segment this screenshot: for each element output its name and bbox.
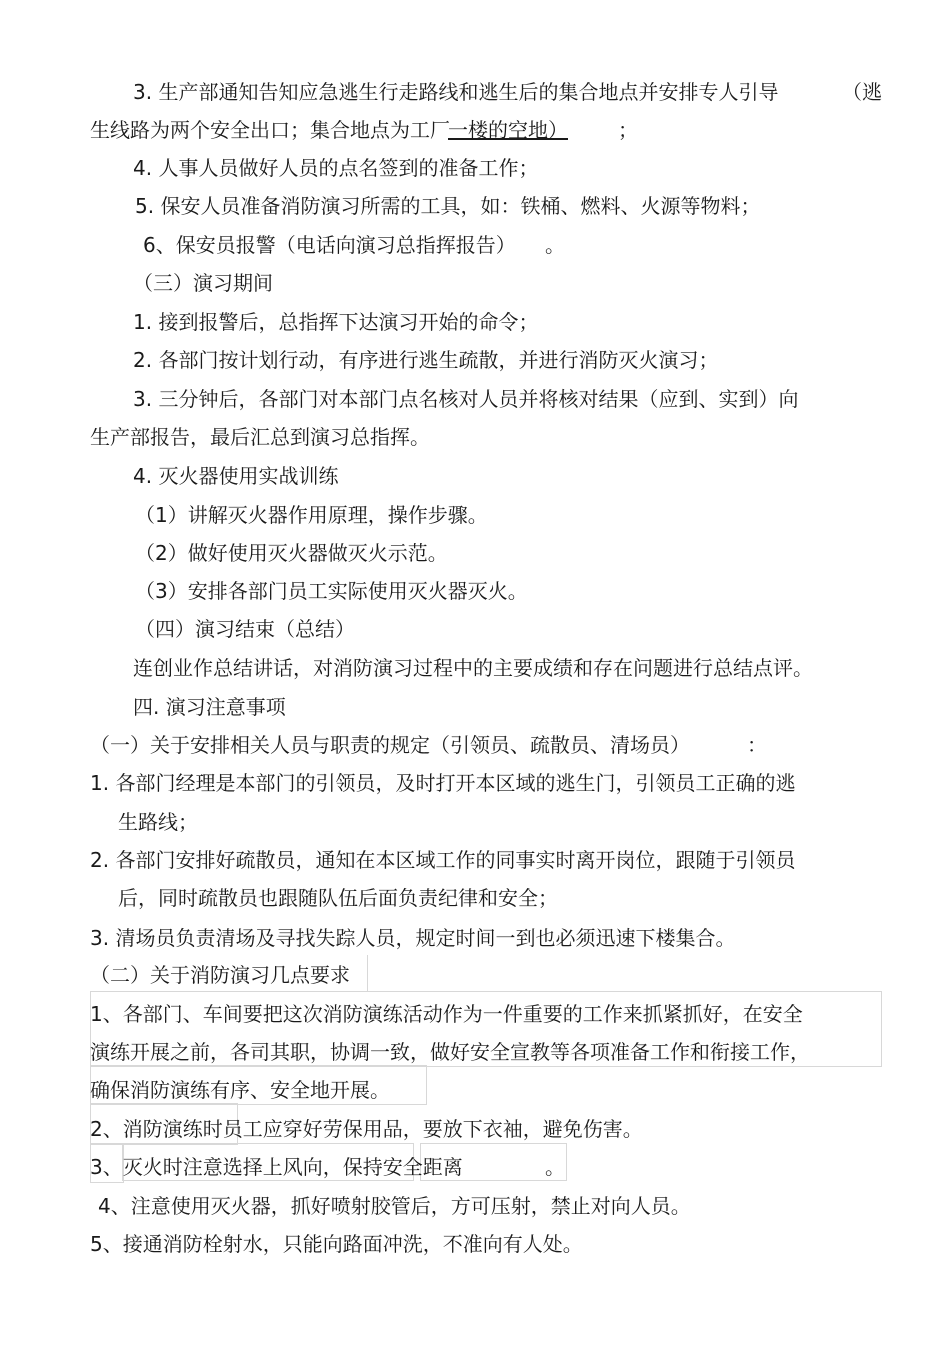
text-line: 5、接通消防栓射水，只能向路面冲洗，不准向有人处。 <box>90 1232 583 1256</box>
scan-box <box>365 955 368 991</box>
text-line: 生线路为两个安全出口；集合地点为工厂 <box>90 118 450 142</box>
text-line: 3. 生产部通知告知应急逃生行走路线和逃生后的集合地点并安排专人引导 <box>133 80 779 104</box>
text-line: 3. 三分钟后，各部门对本部门点名核对人员并将核对结果（应到、实到）向 <box>133 387 799 411</box>
text-line: 2. 各部门安排好疏散员，通知在本区域工作的同事实时离开岗位，跟随于引领员 <box>90 848 796 872</box>
text-line: 4. 人事人员做好人员的点名签到的准备工作； <box>133 156 539 180</box>
text-line: 1. 各部门经理是本部门的引领员，及时打开本区域的逃生门，引领员工正确的逃 <box>90 771 796 795</box>
section-heading: （二）关于消防演习几点要求 <box>90 963 350 987</box>
section-heading: （四）演习结束（总结） <box>135 617 355 641</box>
underlined-text: 一楼的空地） <box>448 118 568 142</box>
text-line: 连创业作总结讲话，对消防演习过程中的主要成绩和存在问题进行总结点评。 <box>133 656 813 680</box>
text-line: 确保消防演练有序、安全地开展。 <box>90 1078 390 1102</box>
text-line: （2）做好使用灭火器做灭火示范。 <box>135 541 448 565</box>
text-line: 2、消防演练时员工应穿好劳保用品，要放下衣袖，避免伤害。 <box>90 1117 643 1141</box>
text-line: 生路线； <box>118 810 198 834</box>
text-line: 4. 灭火器使用实战训练 <box>133 464 339 488</box>
text-line: ： <box>747 733 767 757</box>
text-line: （逃 <box>842 80 882 104</box>
text-line: 。 <box>545 1155 565 1179</box>
text-line: 2. 各部门按计划行动，有序进行逃生疏散，并进行消防灭火演习； <box>133 348 719 372</box>
text-line: （1）讲解灭火器作用原理，操作步骤。 <box>135 503 488 527</box>
section-heading: 四. 演习注意事项 <box>133 695 286 719</box>
text-line: 1. 接到报警后，总指挥下达演习开始的命令； <box>133 310 539 334</box>
text-line: 6、保安员报警（电话向演习总指挥报告） <box>143 233 516 257</box>
text-line: 4、注意使用灭火器，抓好喷射胶管后，方可压射，禁止对向人员。 <box>98 1194 691 1218</box>
text-line: 。 <box>545 233 565 257</box>
text-line: 演练开展之前，各司其职，协调一致，做好安全宣教等各项准备工作和衔接工作， <box>90 1040 810 1064</box>
section-heading: （三）演习期间 <box>133 271 273 295</box>
section-heading: （一）关于安排相关人员与职责的规定（引领员、疏散员、清场员） <box>90 733 690 757</box>
text-line: 3. 清场员负责清场及寻找失踪人员，规定时间一到也必须迅速下楼集合。 <box>90 926 736 950</box>
text-line: 后，同时疏散员也跟随队伍后面负责纪律和安全； <box>118 886 558 910</box>
text-line: （3）安排各部门员工实际使用灭火器灭火。 <box>135 579 528 603</box>
text-line: 1、各部门、车间要把这次消防演练活动作为一件重要的工作来抓紧抓好，在安全 <box>90 1002 803 1026</box>
text-line: 3、灭火时注意选择上风向，保持安全距离 <box>90 1155 463 1179</box>
text-line: 生产部报告，最后汇总到演习总指挥。 <box>90 425 430 449</box>
text-line: 5. 保安人员准备消防演习所需的工具，如：铁桶、燃料、火源等物料； <box>135 194 761 218</box>
text-line: ； <box>618 118 638 142</box>
